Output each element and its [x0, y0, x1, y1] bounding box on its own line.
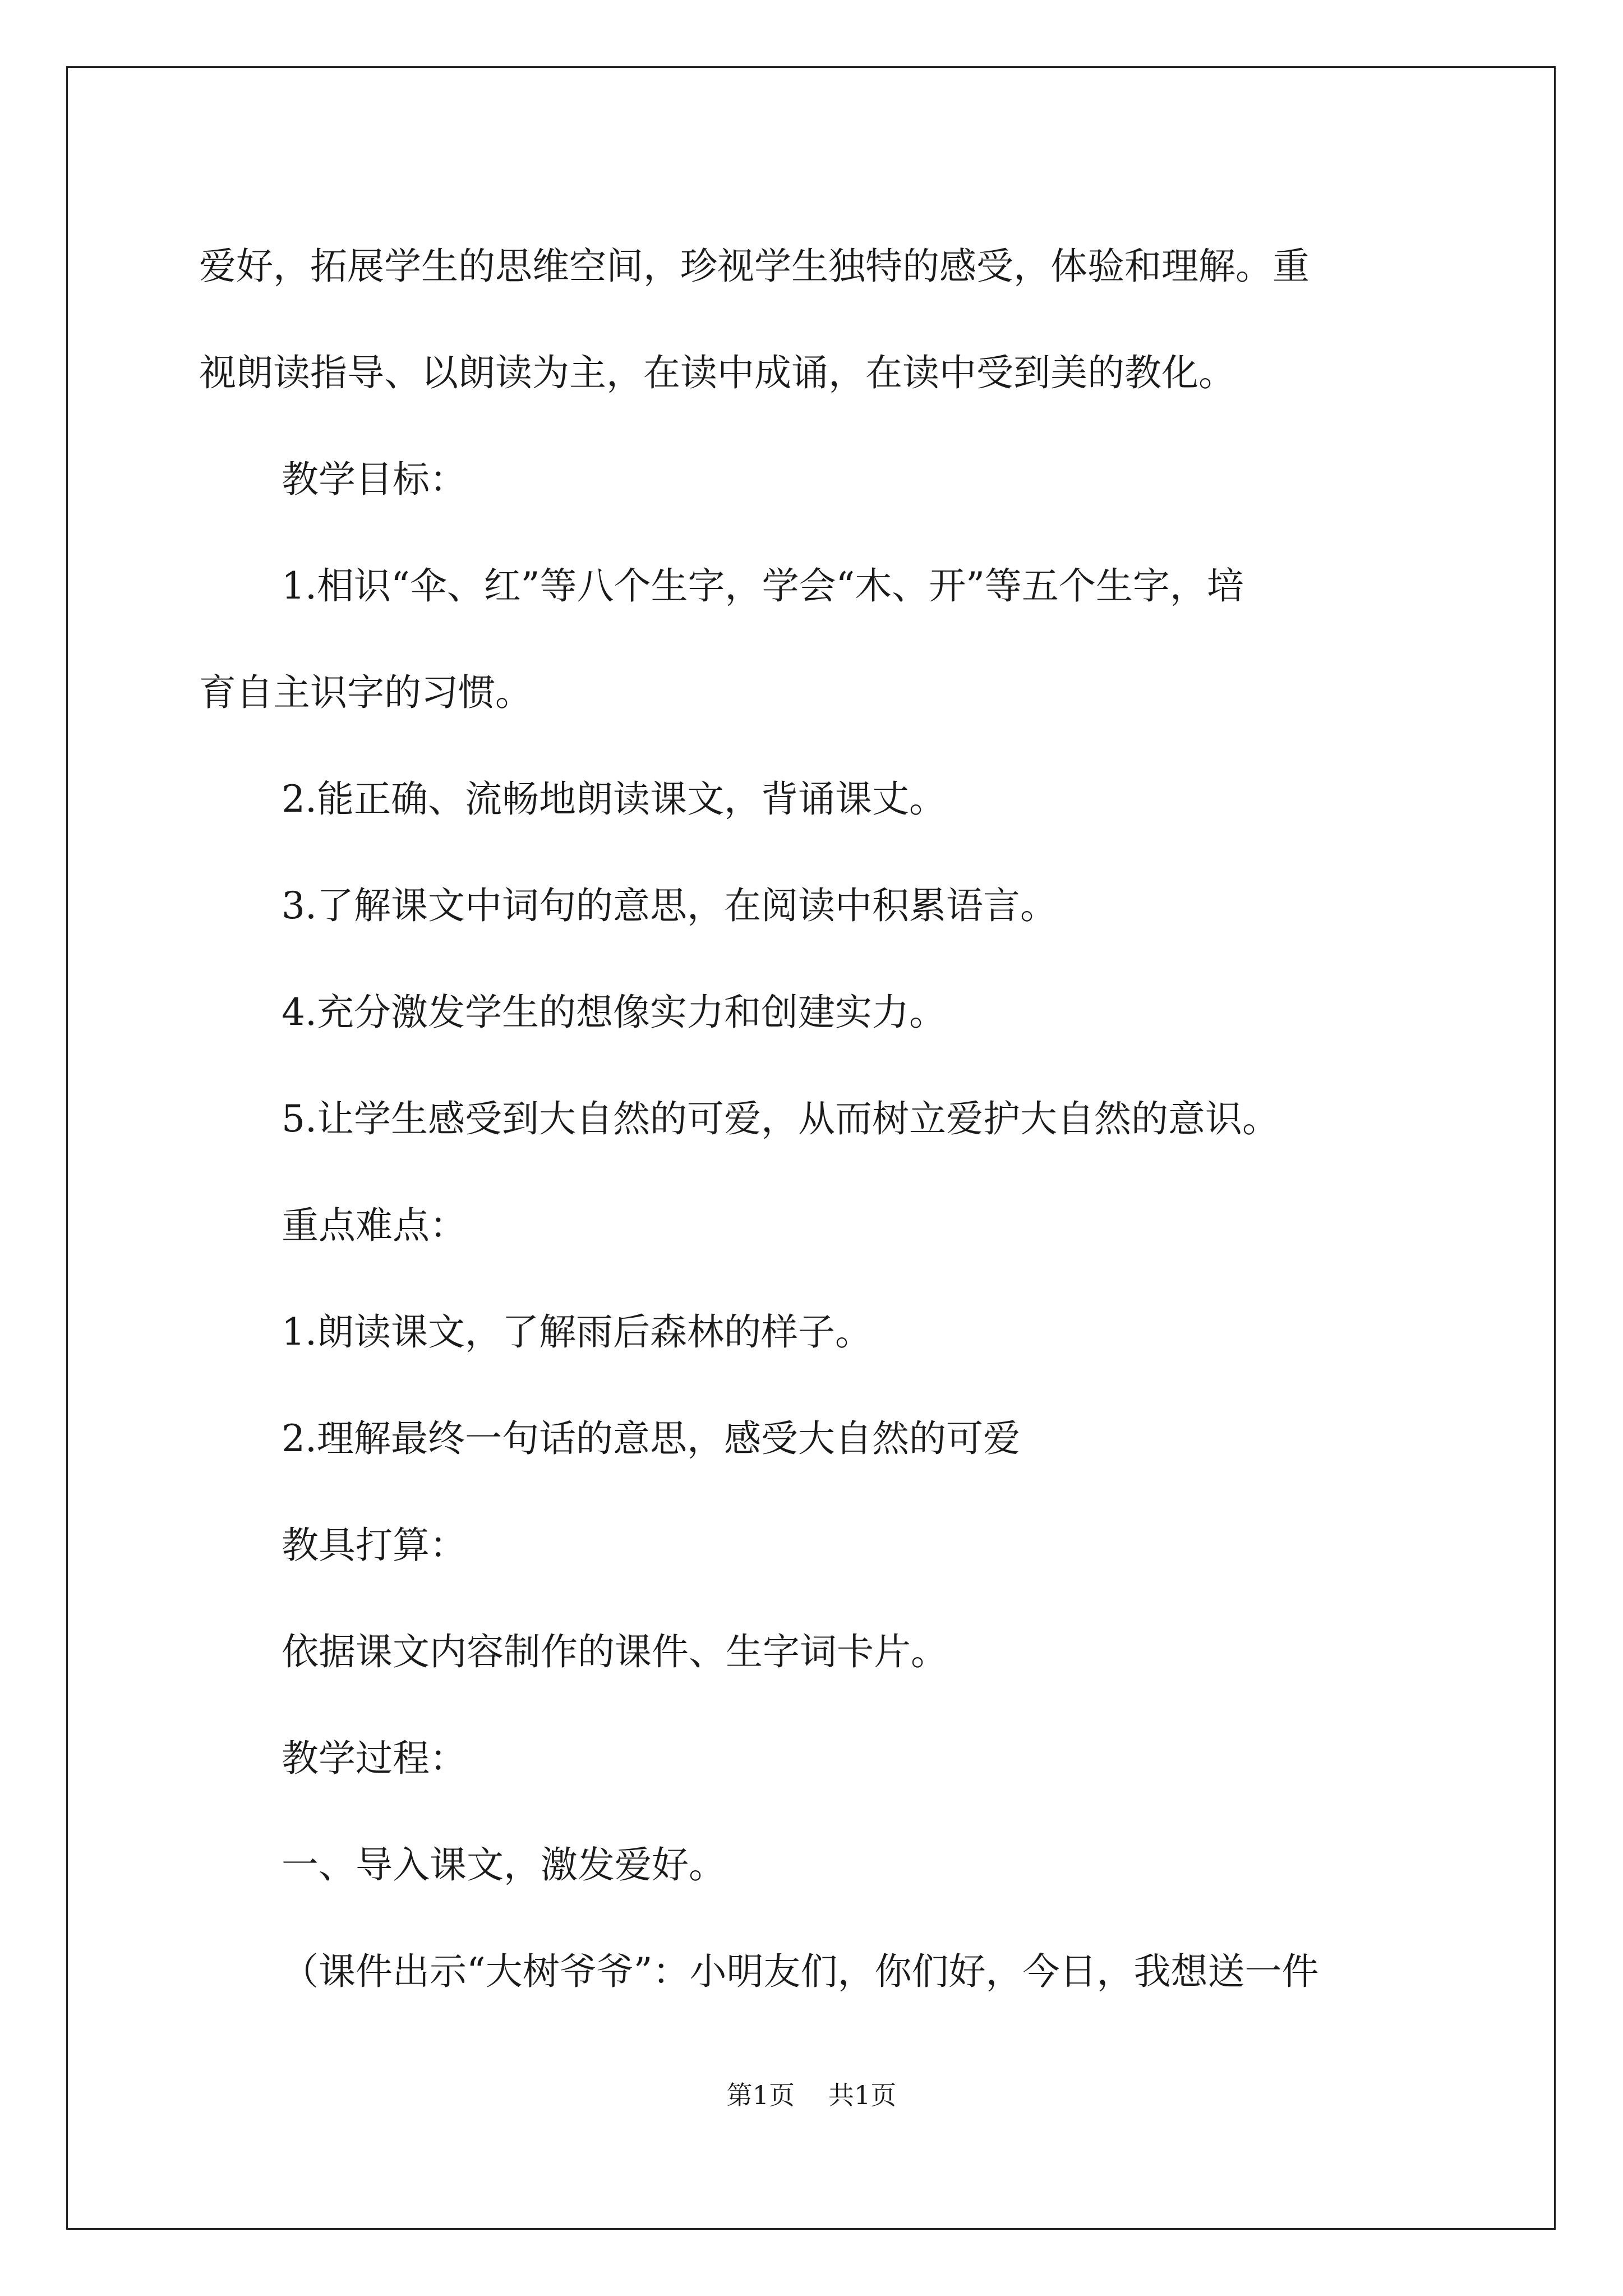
text-line: 视朗读指导、以朗读为主，在读中成诵，在读中受到美的教化。: [199, 351, 1235, 394]
section-heading-key-points: 重点难点：: [282, 1204, 467, 1247]
page-total: 共1页: [828, 2080, 897, 2110]
section-heading-materials: 教具打算：: [282, 1524, 467, 1567]
text-line: 2.能正确、流畅地朗读课文，背诵课丈。: [282, 777, 946, 821]
text-line: （课件出示“大树爷爷”：小明友们，你们好，今日，我想送一件: [282, 1950, 1319, 1993]
text-line: 5.让学生感受到大自然的可爱，从而树立爱护大自然的意识。: [282, 1097, 1279, 1140]
text-line: 4.充分激发学生的想像实力和创建实力。: [282, 991, 946, 1034]
text-line: 育自主识字的习惯。: [199, 671, 532, 714]
text-line: 1.朗读课文，了解雨后森林的样子。: [282, 1310, 872, 1354]
text-line: 爱好，拓展学生的思维空间，珍视学生独特的感受，体验和理解。重: [199, 245, 1310, 288]
page-footer: [0, 2078, 1623, 2112]
document-body: [199, 213, 1433, 2025]
text-line: 1.相识“伞、红”等八个生字，学会“木、开”等五个生字，培: [282, 564, 1244, 608]
text-line: 3.了解课文中词句的意思，在阅读中积累语言。: [282, 884, 1057, 927]
text-line: 一、导入课文，激发爱好。: [282, 1843, 726, 1887]
text-line: 依据课文内容制作的课件、生字词卡片。: [282, 1630, 948, 1673]
section-heading-process: 教学过程：: [282, 1737, 467, 1780]
section-heading-objectives: 教学目标：: [282, 458, 467, 501]
text-line: 2.理解最终一句话的意思，感受大自然的可爱: [282, 1417, 1020, 1460]
page-number: 第1页: [726, 2080, 795, 2110]
